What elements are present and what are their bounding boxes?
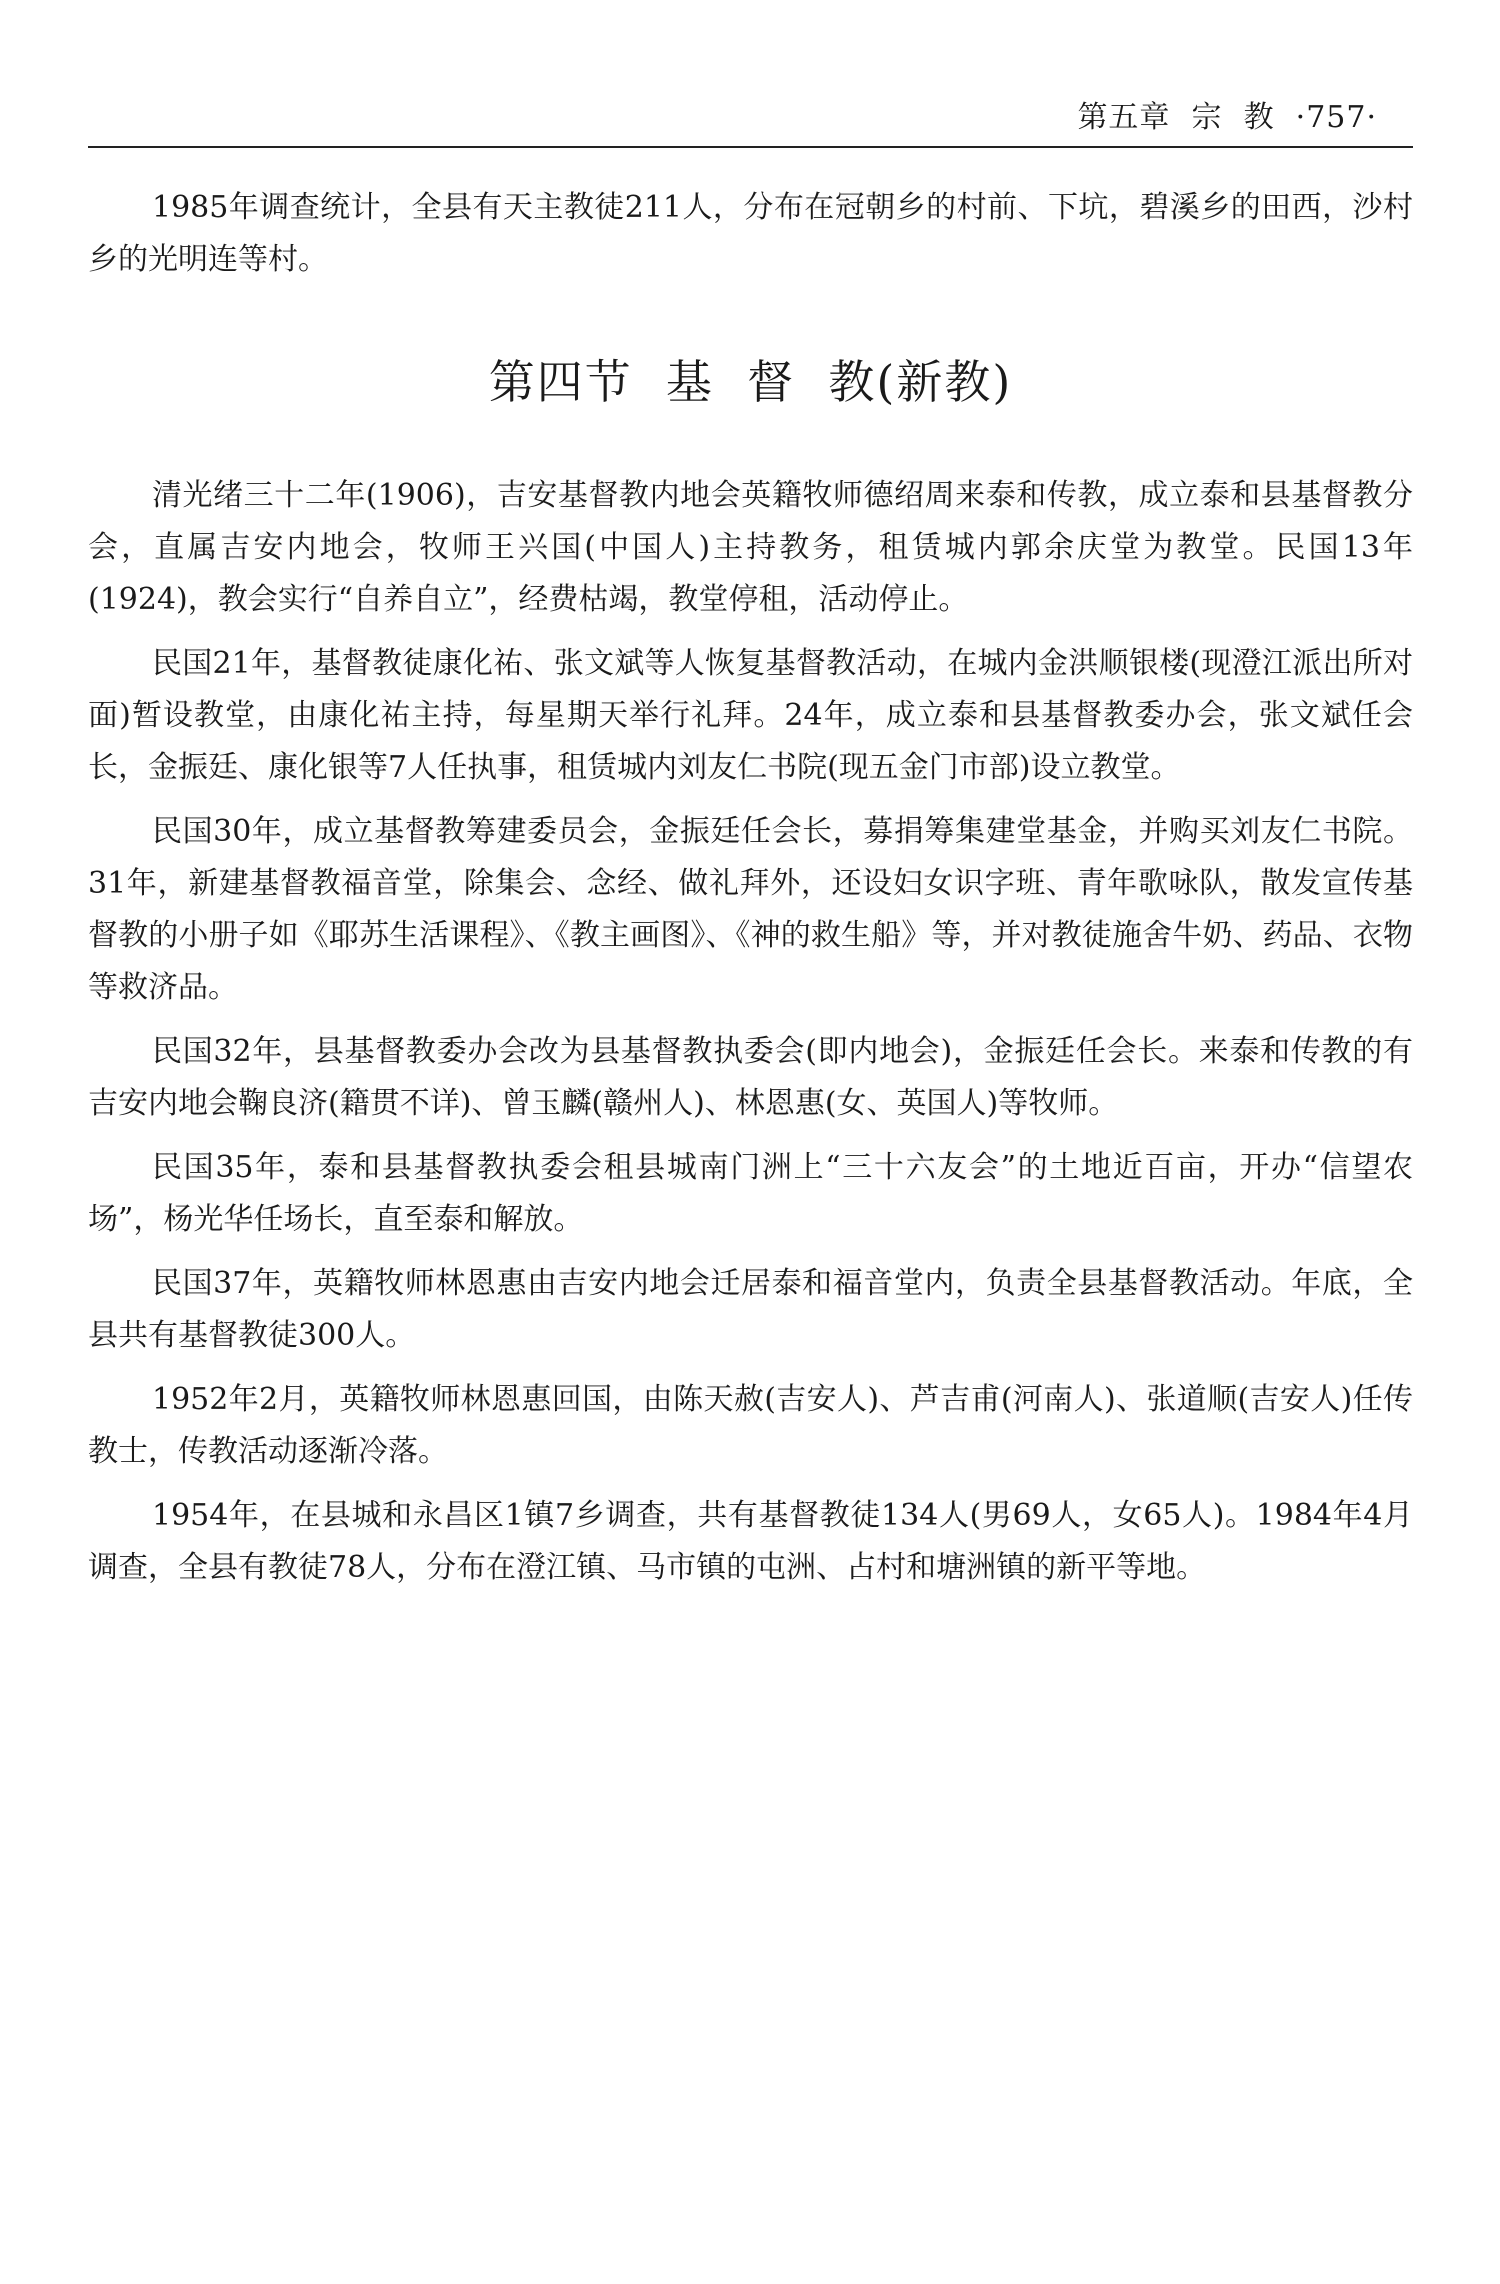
- running-head-text: 第五章 宗 教 ·757·: [1077, 100, 1377, 135]
- page-content: [88, 182, 1413, 1606]
- section-title: 第四节 基 督 教(新教): [488, 355, 1013, 409]
- paragraph: 1954年，在县城和永昌区1镇7乡调查，共有基督教徒134人(男69人，女65人)。1984年4月调查，全县有教徒78人，分布在澄江镇、马市镇的屯洲、占村和塘洲镇的新平等地。: [88, 1498, 1413, 1585]
- paragraph: 民国32年，县基督教委办会改为县基督教执委会(即内地会)，金振廷任会长。来泰和传教的有吉安内地会鞠良济(籍贯不详)、曾玉麟(赣州人)、林恩惠(女、英国人)等牧师。: [88, 1034, 1413, 1121]
- paragraph: 清光绪三十二年(1906)，吉安基督教内地会英籍牧师德绍周来泰和传教，成立泰和县基督教分会，直属吉安内地会，牧师王兴国(中国人)主持教务，租赁城内郭余庆堂为教堂。民国13年(1924)，教会实行“自养自立”，经费枯竭，教堂停租，活动停止。: [88, 478, 1413, 617]
- paragraph: 民国30年，成立基督教筹建委员会，金振廷任会长，募捐筹集建堂基金，并购买刘友仁书院。31年，新建基督教福音堂，除集会、念经、做礼拜外，还设妇女识字班、青年歌咏队，散发宣传基督教的小册子如《耶苏生活课程》、《教主画图》、《神的救生船》等，并对教徒施舍牛奶、药品、衣物等救济品。: [88, 814, 1413, 1005]
- header-rule: [88, 146, 1413, 148]
- paragraph: 民国37年，英籍牧师林恩惠由吉安内地会迁居泰和福音堂内，负责全县基督教活动。年底，全县共有基督教徒300人。: [88, 1266, 1413, 1353]
- running-header: [88, 92, 1413, 148]
- paragraph: 民国35年，泰和县基督教执委会租县城南门洲上“三十六友会”的土地近百亩，开办“信望农场”，杨光华任场长，直至泰和解放。: [88, 1150, 1413, 1237]
- paragraph: 1952年2月，英籍牧师林恩惠回国，由陈天赦(吉安人)、芦吉甫(河南人)、张道顺(吉安人)任传教士，传教活动逐渐冷落。: [88, 1382, 1413, 1469]
- paragraph-catholic-1985: 1985年调查统计，全县有天主教徒211人，分布在冠朝乡的村前、下坑，碧溪乡的田西，沙村乡的光明连等村。: [88, 190, 1413, 277]
- paragraph: 民国21年，基督教徒康化祐、张文斌等人恢复基督教活动，在城内金洪顺银楼(现澄江派出所对面)暂设教堂，由康化祐主持，每星期天举行礼拜。24年，成立泰和县基督教委办会，张文斌任会长，金振廷、康化银等7人任执事，租赁城内刘友仁书院(现五金门市部)设立教堂。: [88, 646, 1413, 785]
